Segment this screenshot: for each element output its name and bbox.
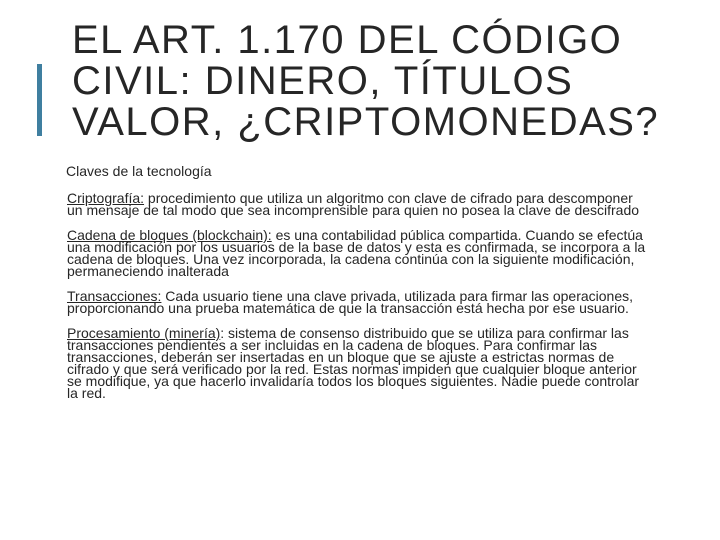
definition-mineria: : sistema de consenso distribuido que se utiliza para confirmar las transacciones pendientes a ser incluidas en la cadena de bloques. Para confirmar las transacciones, deberán ser insertadas en un bloque que se ajuste a estrictas normas de cifrado y que será verificado por la red. Estas normas impiden que cualquier bloque anterior se modifique, ya que hacerlo invalidaría todos los bloques siguientes. Nadie puede controlar la red.: [67, 325, 640, 401]
paragraph-transacciones: [67, 290, 647, 314]
definition-criptografia: procedimiento que utiliza un algoritmo con clave de cifrado para descomponer un mensaje de tal modo que sea incomprensible para quien no posea la clave de descifrado: [67, 190, 640, 218]
term-blockchain: Cadena de bloques (blockchain):: [67, 227, 272, 243]
slide-title: EL ART. 1.170 DEL CÓDIGO CIVIL: DINERO, TÍTULOS VALOR, ¿CRIPTOMONEDAS?: [72, 18, 660, 144]
term-criptografia: Criptografía:: [67, 190, 145, 206]
definition-transacciones: Cada usuario tiene una clave privada, utilizada para firmar las operaciones, proporcionando una prueba matemática de que la transacción está hecha por ese usuario.: [67, 288, 634, 316]
paragraph-criptografia: [67, 192, 647, 216]
term-mineria: Procesamiento (minería): [67, 325, 221, 341]
paragraph-blockchain: [67, 229, 647, 277]
paragraph-mineria: [67, 327, 647, 399]
title-accent-bar: [37, 64, 42, 136]
term-transacciones: Transacciones:: [67, 288, 162, 304]
slide-body: [67, 192, 647, 412]
slide-subtitle: Claves de la tecnología: [66, 163, 212, 179]
definition-blockchain: es una contabilidad pública compartida. Cuando se efectúa una modificación por los usuarios de la base de datos y esta es confirmada, se incorpora a la cadena de bloques. Una vez incorporada, la cadena continúa con la siguiente modificación, permaneciendo inalterada: [67, 227, 646, 279]
